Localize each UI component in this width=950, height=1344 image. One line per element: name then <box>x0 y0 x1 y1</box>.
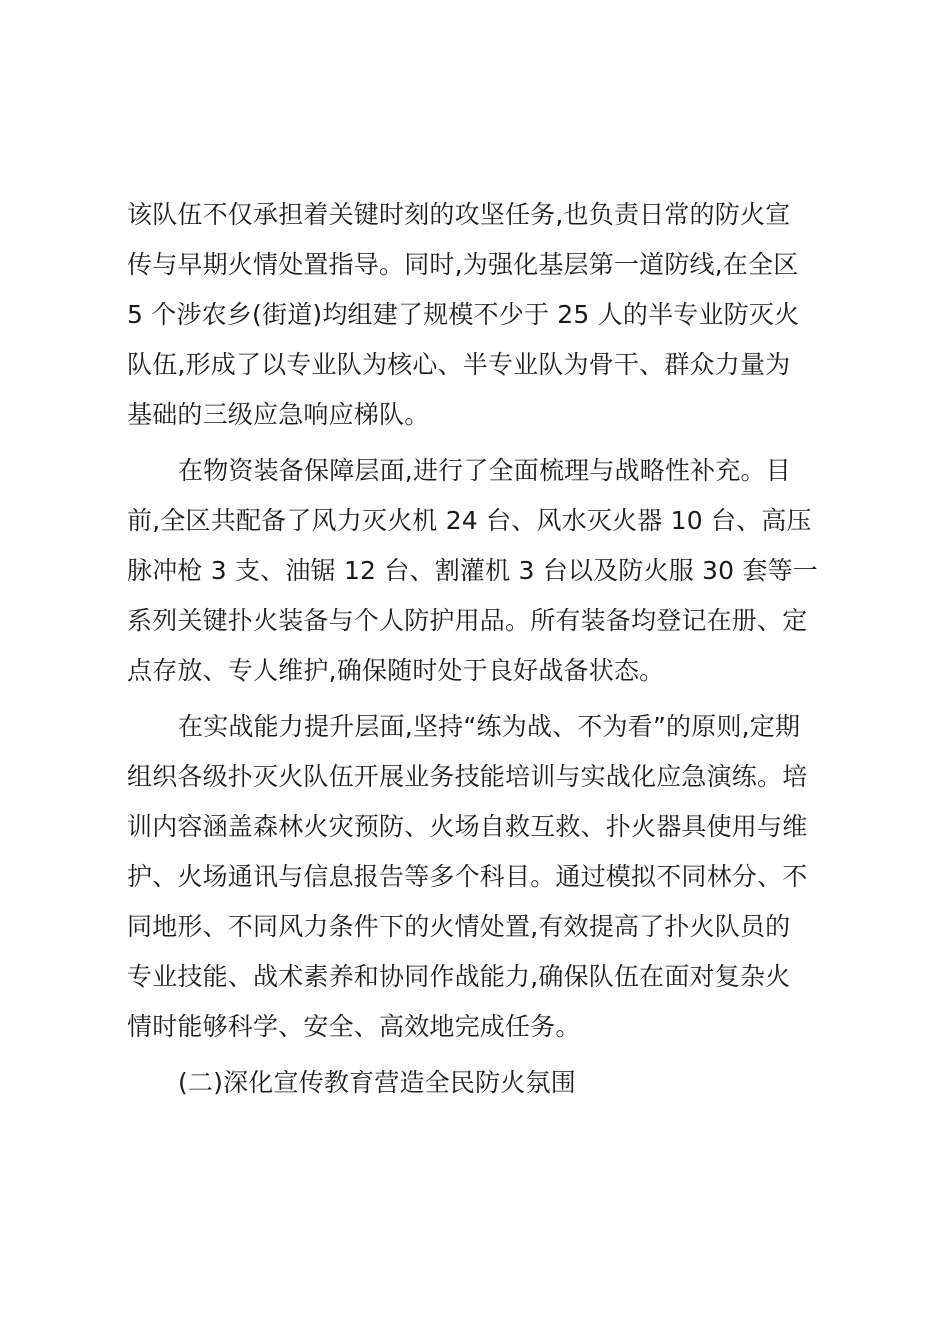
text-line: 情时能够科学、安全、高效地完成任务。 <box>127 1012 581 1041</box>
paragraph-team-structure <box>127 190 827 440</box>
paragraph-equipment <box>127 446 827 696</box>
section-heading <box>127 1058 827 1108</box>
text-line: 队伍,形成了以专业队为核心、半专业队为骨干、群众力量为 <box>127 350 791 379</box>
text-line: 前,全区共配备了风力灭火机 24 台、风水灭火器 10 台、高压 <box>127 506 812 535</box>
text-line: 基础的三级应急响应梯队。 <box>127 400 430 429</box>
text-line: 组织各级扑灭火队伍开展业务技能培训与实战化应急演练。培 <box>127 762 808 791</box>
text-line: 在物资装备保障层面,进行了全面梳理与战略性补充。目 <box>178 456 791 485</box>
text-line: 该队伍不仅承担着关键时刻的攻坚任务,也负责日常的防火宣 <box>127 200 791 229</box>
text-line: 训内容涵盖森林火灾预防、火场自救互救、扑火器具使用与维 <box>127 812 808 841</box>
text-line: 5 个涉农乡(街道)均组建了规模不少于 25 人的半专业防灭火 <box>127 300 800 329</box>
text-line: 护、火场通讯与信息报告等多个科目。通过模拟不同林分、不 <box>127 862 808 891</box>
section-heading-text: (二)深化宣传教育营造全民防火氛围 <box>178 1068 576 1097</box>
text-line: 系列关键扑火装备与个人防护用品。所有装备均登记在册、定 <box>127 606 808 635</box>
paragraph-training <box>127 702 827 1052</box>
text-line: 脉冲枪 3 支、油锯 12 台、割灌机 3 台以及防火服 30 套等一 <box>127 556 819 585</box>
text-line: 点存放、专人维护,确保随时处于良好战备状态。 <box>127 656 665 685</box>
text-line: 同地形、不同风力条件下的火情处置,有效提高了扑火队员的 <box>127 912 791 941</box>
text-line: 传与早期火情处置指导。同时,为强化基层第一道防线,在全区 <box>127 250 799 279</box>
text-line: 在实战能力提升层面,坚持“练为战、不为看”的原则,定期 <box>178 712 801 741</box>
text-line: 专业技能、战术素养和协同作战能力,确保队伍在面对复杂火 <box>127 962 791 991</box>
